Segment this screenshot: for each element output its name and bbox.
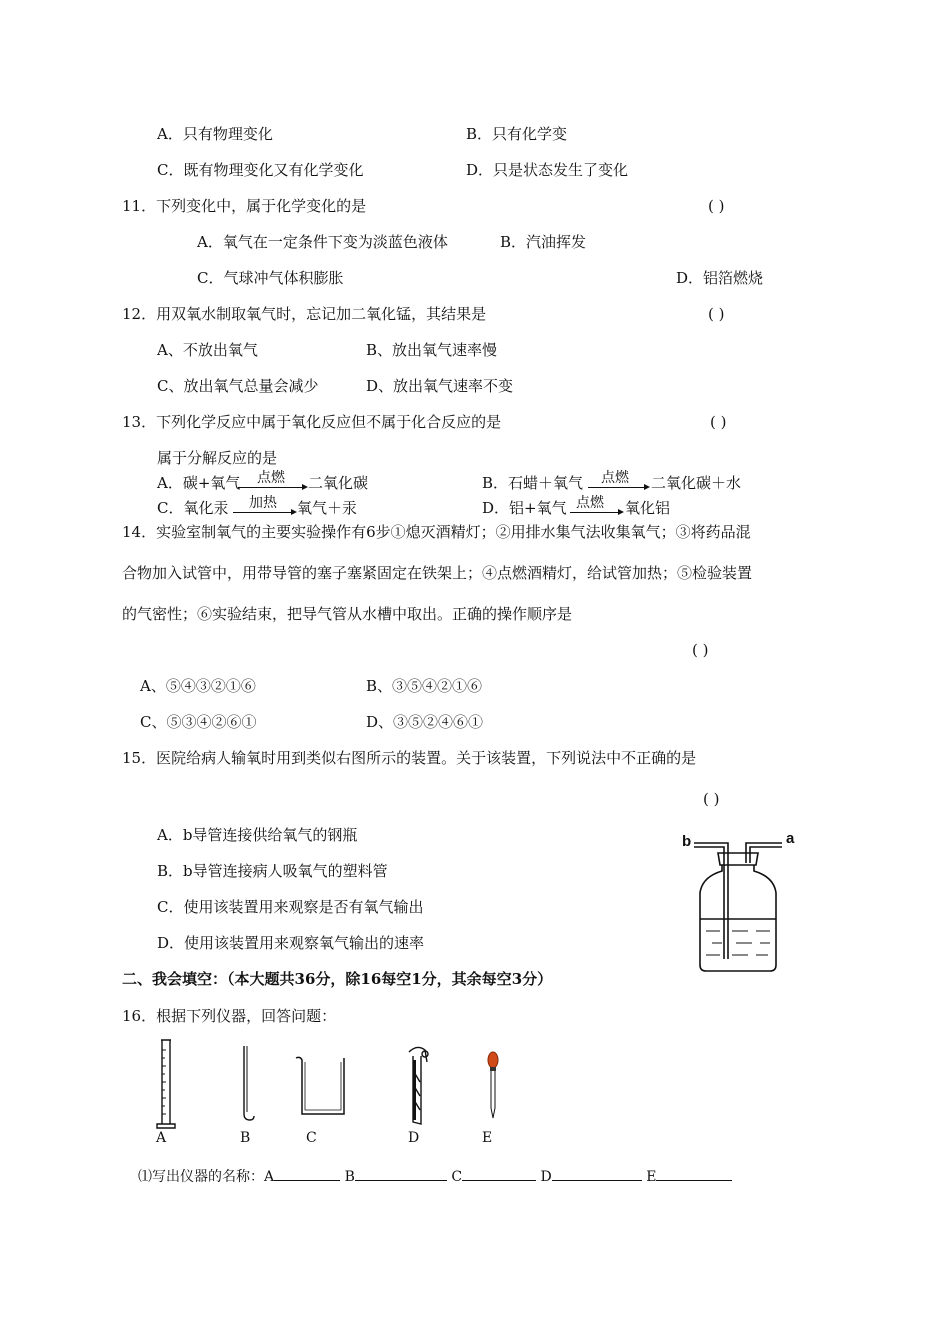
- q10-option-c: C．既有物理变化又有化学变化: [157, 161, 364, 179]
- q13-option-a-condition: 点燃: [257, 470, 285, 486]
- graduated-cylinder-icon: [155, 1038, 177, 1130]
- q13-option-c-condition: 加热: [249, 495, 277, 511]
- q15-option-b: B．b导管连接病人吸氧气的塑料管: [157, 862, 388, 880]
- q16-subquestion-1: [138, 1166, 732, 1187]
- instrument-label-b: B: [240, 1130, 251, 1146]
- blank-letter-b: B: [344, 1169, 355, 1185]
- q13-option-b-reactant: B．石蜡＋氧气: [482, 474, 584, 492]
- answer-blank-e[interactable]: [656, 1166, 732, 1181]
- q14-answer-paren: ( ): [692, 641, 709, 659]
- test-tube-icon: [236, 1044, 258, 1124]
- q15-option-c: C．使用该装置用来观察是否有氧气输出: [157, 898, 424, 916]
- blank-letter-e: E: [646, 1169, 657, 1185]
- q13-stem-2: 属于分解反应的是: [157, 449, 278, 467]
- q14-line-3: 的气密性；⑥实验结束，把导气管从水槽中取出。正确的操作顺序是: [122, 605, 573, 623]
- q14-line-2: 合物加入试管中，用带导管的塞子塞紧固定在铁架上；④点燃酒精灯，给试管加热；⑤检验装置: [122, 564, 753, 582]
- q12-stem: 12．用双氧水制取氧气时，忘记加二氧化锰，其结果是: [122, 305, 487, 323]
- answer-blank-b[interactable]: [355, 1166, 447, 1181]
- tube-label-a: a: [786, 830, 795, 847]
- q13-option-d-condition: 点燃: [576, 495, 604, 511]
- q14-option-a: A、⑤④③②①⑥: [140, 677, 256, 695]
- q13-option-c-reactant: C．氧化汞: [157, 499, 229, 517]
- q15-stem: 15．医院给病人输氧时用到类似右图所示的装置。关于该装置，下列说法中不正确的是: [122, 749, 697, 767]
- q13-option-d-product: 氧化铝: [625, 499, 671, 517]
- instrument-label-a: A: [156, 1130, 167, 1146]
- q13-answer-paren: ( ): [710, 413, 727, 431]
- q12-option-d: D、放出氧气速率不变: [366, 377, 514, 395]
- q13-option-b-product: 二氧化碳＋水: [651, 474, 742, 492]
- reaction-arrow-icon: [570, 512, 622, 513]
- tube-label-b: b: [682, 833, 692, 850]
- q15-option-a: A．b导管连接供给氧气的钢瓶: [157, 826, 358, 844]
- q10-option-a: A．只有物理变化: [157, 125, 273, 143]
- q15-answer-paren: ( ): [703, 790, 720, 808]
- q10-option-b: B．只有化学变: [466, 125, 568, 143]
- q13-stem: 13．下列化学反应中属于氧化反应但不属于化合反应的是: [122, 413, 502, 431]
- reaction-arrow-icon: [588, 487, 648, 488]
- dropper-icon: [484, 1050, 502, 1122]
- q16-subquestion-1-prompt: ⑴写出仪器的名称：: [138, 1169, 264, 1185]
- blank-letter-c: C: [451, 1169, 463, 1185]
- answer-blank-d[interactable]: [552, 1166, 642, 1181]
- q13-option-a-reactant: A．碳+氧气: [157, 474, 241, 492]
- q14-option-c: C、⑤③④②⑥①: [140, 713, 257, 731]
- reaction-arrow-icon: [233, 512, 295, 513]
- q11-option-c: C．气球冲气体积膨胀: [197, 269, 344, 287]
- q11-answer-paren: ( ): [708, 197, 725, 215]
- blank-letter-a: A: [264, 1169, 275, 1185]
- q11-stem: 11．下列变化中，属于化学变化的是: [122, 197, 367, 215]
- beaker-icon: [294, 1054, 350, 1118]
- q16-stem: 16．根据下列仪器，回答问题：: [122, 1007, 337, 1025]
- q12-option-b: B、放出氧气速率慢: [366, 341, 498, 359]
- q13-option-b-condition: 点燃: [601, 470, 629, 486]
- q12-option-a: A、不放出氧气: [157, 341, 258, 359]
- reaction-arrow-icon: [238, 487, 306, 488]
- instrument-label-d: D: [408, 1130, 420, 1146]
- q13-option-a-product: 二氧化碳: [308, 474, 369, 492]
- q11-option-a: A．氧气在一定条件下变为淡蓝色液体: [197, 233, 448, 251]
- answer-blank-c[interactable]: [462, 1166, 536, 1181]
- gas-washing-bottle-diagram: [690, 835, 800, 975]
- section-2-heading: 二、我会填空：（本大题共36分，除16每空1分，其余每空3分）: [122, 970, 553, 988]
- q14-option-d: D、③⑤②④⑥①: [366, 713, 484, 731]
- q12-option-c: C、放出氧气总量会减少: [157, 377, 319, 395]
- q10-option-d: D．只是状态发生了变化: [466, 161, 629, 179]
- q14-line-1: 14．实验室制氧气的主要实验操作有6步①熄灭酒精灯；②用排水集气法收集氧气；③将药品混: [122, 523, 751, 541]
- instrument-label-e: E: [482, 1130, 493, 1146]
- q12-answer-paren: ( ): [708, 305, 725, 323]
- q15-option-d: D．使用该装置用来观察氧气输出的速率: [157, 934, 425, 952]
- answer-blank-a[interactable]: [274, 1166, 340, 1181]
- q11-option-d: D．铝箔燃烧: [676, 269, 764, 287]
- q13-option-c-product: 氧气＋汞: [297, 499, 358, 517]
- q11-option-b: B．汽油挥发: [500, 233, 587, 251]
- blank-letter-d: D: [540, 1169, 552, 1185]
- q13-option-d-reactant: D．铝+氧气: [482, 499, 567, 517]
- test-tube-clamp-icon: [405, 1042, 435, 1128]
- instrument-label-c: C: [306, 1130, 317, 1146]
- q14-option-b: B、③⑤④②①⑥: [366, 677, 483, 695]
